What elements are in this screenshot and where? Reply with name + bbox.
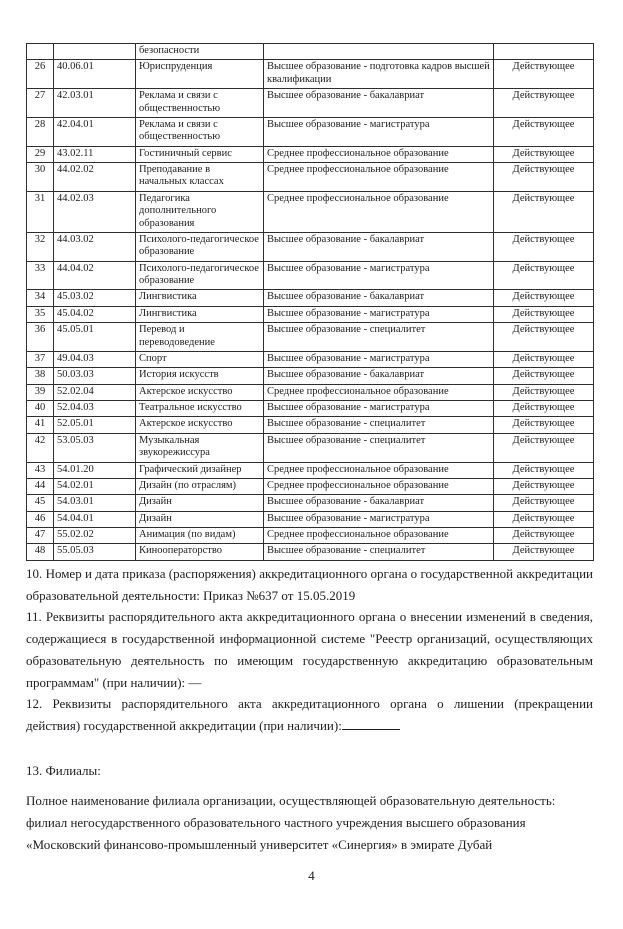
table-row [27, 511, 594, 527]
program-name-cell: Дизайн (по отраслям) [136, 478, 264, 494]
education-level-cell: Высшее образование - магистратура [264, 401, 494, 417]
education-level-cell: Среднее профессиональное образование [264, 163, 494, 192]
table-row [27, 417, 594, 433]
table-row [27, 306, 594, 322]
program-name-cell: Актерское искусство [136, 384, 264, 400]
row-number-cell: 45 [27, 495, 54, 511]
program-name-cell: Преподавание в начальных классах [136, 163, 264, 192]
status-cell: Действующее [494, 462, 594, 478]
program-code-cell: 50.03.03 [54, 368, 136, 384]
status-cell: Действующее [494, 368, 594, 384]
program-name-cell: Гостиничный сервис [136, 146, 264, 162]
program-code-cell: 54.03.01 [54, 495, 136, 511]
row-number-cell: 28 [27, 117, 54, 146]
program-code-cell: 40.06.01 [54, 60, 136, 89]
program-code-cell: 54.04.01 [54, 511, 136, 527]
program-code-cell: 49.04.03 [54, 351, 136, 367]
program-name-cell: безопасности [136, 44, 264, 60]
status-cell: Действующее [494, 511, 594, 527]
table-row [27, 401, 594, 417]
status-cell: Действующее [494, 117, 594, 146]
row-number-cell: 46 [27, 511, 54, 527]
program-code-cell: 44.04.02 [54, 261, 136, 290]
table-row [27, 323, 594, 352]
row-number-cell: 42 [27, 433, 54, 462]
education-level-cell: Среднее профессиональное образование [264, 146, 494, 162]
table-row [27, 528, 594, 544]
program-code-cell: 55.02.02 [54, 528, 136, 544]
education-level-cell: Высшее образование - специалитет [264, 544, 494, 560]
status-cell: Действующее [494, 401, 594, 417]
education-level-cell: Высшее образование - бакалавриат [264, 89, 494, 118]
row-number-cell: 31 [27, 191, 54, 232]
status-cell: Действующее [494, 60, 594, 89]
row-number-cell: 26 [27, 60, 54, 89]
status-cell: Действующее [494, 433, 594, 462]
status-cell: Действующее [494, 495, 594, 511]
row-number-cell: 34 [27, 290, 54, 306]
education-level-cell: Высшее образование - бакалавриат [264, 290, 494, 306]
program-name-cell: Кинооператорство [136, 544, 264, 560]
accredited-programs-table [26, 43, 594, 561]
program-name-cell: Психолого-педагогическое образование [136, 261, 264, 290]
program-name-cell: Лингвистика [136, 306, 264, 322]
table-row [27, 60, 594, 89]
paragraph-branch-full-name: Полное наименование филиала организации, осуществляющей образовательную деятельность: филиал негосударственного образовательного частного учреждения высшего образования «Московский финансово-промышленный университет «Синергия» в эмирате Дубай [26, 793, 556, 852]
table-row [27, 89, 594, 118]
paragraph-change-requisites: 11. Реквизиты распорядительного акта аккредитационного органа о внесении изменений в сведения, содержащиеся в государственной информационной системе "Реестр организаций, осуществляющих образовательную деятельность по имеющим государственную аккредитацию образовательным программам" (при наличии): — [26, 609, 593, 690]
program-code-cell: 45.04.02 [54, 306, 136, 322]
row-number-cell: 48 [27, 544, 54, 560]
program-code-cell: 44.02.03 [54, 191, 136, 232]
education-level-cell: Среднее профессиональное образование [264, 478, 494, 494]
program-name-cell: Музыкальная звукорежиссура [136, 433, 264, 462]
program-name-cell: Лингвистика [136, 290, 264, 306]
table-row [27, 232, 594, 261]
program-name-cell: Графический дизайнер [136, 462, 264, 478]
row-number-cell: 27 [27, 89, 54, 118]
status-cell: Действующее [494, 191, 594, 232]
row-number-cell: 47 [27, 528, 54, 544]
education-level-cell: Высшее образование - магистратура [264, 306, 494, 322]
program-name-cell: Перевод и переводоведение [136, 323, 264, 352]
status-cell: Действующее [494, 544, 594, 560]
table-row [27, 261, 594, 290]
program-name-cell: Реклама и связи с общественностью [136, 117, 264, 146]
status-cell: Действующее [494, 528, 594, 544]
status-cell: Действующее [494, 290, 594, 306]
program-code-cell: 55.05.03 [54, 544, 136, 560]
program-code-cell: 43.02.11 [54, 146, 136, 162]
document-text-block [26, 563, 593, 855]
status-cell: Действующее [494, 351, 594, 367]
row-number-cell: 40 [27, 401, 54, 417]
status-cell: Действующее [494, 323, 594, 352]
table-row [27, 544, 594, 560]
education-level-cell: Среднее профессиональное образование [264, 384, 494, 400]
program-name-cell: Театральное искусство [136, 401, 264, 417]
table-row [27, 351, 594, 367]
education-level-cell [264, 44, 494, 60]
program-code-cell: 52.04.03 [54, 401, 136, 417]
program-name-cell: Актерское искусство [136, 417, 264, 433]
program-name-cell: Педагогика дополнительного образования [136, 191, 264, 232]
accredited-programs-table-body [27, 44, 594, 561]
status-cell: Действующее [494, 232, 594, 261]
table-row [27, 433, 594, 462]
table-row [27, 117, 594, 146]
row-number-cell: 32 [27, 232, 54, 261]
row-number-cell: 38 [27, 368, 54, 384]
education-level-cell: Высшее образование - бакалавриат [264, 232, 494, 261]
row-number-cell [27, 44, 54, 60]
row-number-cell: 41 [27, 417, 54, 433]
program-code-cell: 52.02.04 [54, 384, 136, 400]
education-level-cell: Высшее образование - специалитет [264, 323, 494, 352]
education-level-cell: Среднее профессиональное образование [264, 462, 494, 478]
program-code-cell: 44.03.02 [54, 232, 136, 261]
education-level-cell: Высшее образование - магистратура [264, 117, 494, 146]
education-level-cell: Высшее образование - магистратура [264, 511, 494, 527]
row-number-cell: 36 [27, 323, 54, 352]
status-cell: Действующее [494, 384, 594, 400]
status-cell: Действующее [494, 89, 594, 118]
paragraph-order-number-date: 10. Номер и дата приказа (распоряжения) аккредитационного органа о государственной аккредитации образовательной деятельности: Приказ №637 от 15.05.2019 [26, 566, 593, 603]
education-level-cell: Высшее образование - подготовка кадров высшей квалификации [264, 60, 494, 89]
education-level-cell: Высшее образование - магистратура [264, 351, 494, 367]
status-cell: Действующее [494, 163, 594, 192]
paragraph-branches-heading: 13. Филиалы: [26, 762, 101, 778]
row-number-cell: 35 [27, 306, 54, 322]
paragraph-revocation-requisites-text: 12. Реквизиты распорядительного акта аккредитационного органа о лишении (прекращении действия) государственной аккредитации (при наличии): [26, 696, 593, 733]
program-code-cell: 53.05.03 [54, 433, 136, 462]
row-number-cell: 29 [27, 146, 54, 162]
program-name-cell: История искусств [136, 368, 264, 384]
table-row [27, 384, 594, 400]
program-code-cell: 44.02.02 [54, 163, 136, 192]
program-code-cell [54, 44, 136, 60]
row-number-cell: 44 [27, 478, 54, 494]
status-cell: Действующее [494, 146, 594, 162]
program-name-cell: Психолого-педагогическое образование [136, 232, 264, 261]
paragraph-revocation-requisites [26, 693, 593, 736]
table-row [27, 163, 594, 192]
table-row [27, 478, 594, 494]
table-row [27, 290, 594, 306]
program-name-cell: Дизайн [136, 495, 264, 511]
row-number-cell: 33 [27, 261, 54, 290]
education-level-cell: Высшее образование - магистратура [264, 261, 494, 290]
program-code-cell: 42.04.01 [54, 117, 136, 146]
program-code-cell: 45.05.01 [54, 323, 136, 352]
table-row [27, 191, 594, 232]
status-cell: Действующее [494, 306, 594, 322]
education-level-cell: Высшее образование - бакалавриат [264, 368, 494, 384]
education-level-cell: Среднее профессиональное образование [264, 528, 494, 544]
status-cell: Действующее [494, 261, 594, 290]
table-row [27, 462, 594, 478]
program-code-cell: 42.03.01 [54, 89, 136, 118]
education-level-cell: Высшее образование - специалитет [264, 433, 494, 462]
table-row [27, 44, 594, 60]
row-number-cell: 37 [27, 351, 54, 367]
program-name-cell: Спорт [136, 351, 264, 367]
education-level-cell: Высшее образование - специалитет [264, 417, 494, 433]
program-name-cell: Дизайн [136, 511, 264, 527]
status-cell: Действующее [494, 478, 594, 494]
table-row [27, 495, 594, 511]
program-code-cell: 54.01.20 [54, 462, 136, 478]
table-row [27, 146, 594, 162]
status-cell [494, 44, 594, 60]
page-number: 4 [308, 868, 315, 883]
table-row [27, 368, 594, 384]
program-code-cell: 52.05.01 [54, 417, 136, 433]
status-cell: Действующее [494, 417, 594, 433]
education-level-cell: Среднее профессиональное образование [264, 191, 494, 232]
program-code-cell: 45.03.02 [54, 290, 136, 306]
program-code-cell: 54.02.01 [54, 478, 136, 494]
blank-underline [342, 718, 400, 730]
row-number-cell: 43 [27, 462, 54, 478]
education-level-cell: Высшее образование - бакалавриат [264, 495, 494, 511]
program-name-cell: Анимация (по видам) [136, 528, 264, 544]
program-name-cell: Реклама и связи с общественностью [136, 89, 264, 118]
row-number-cell: 30 [27, 163, 54, 192]
row-number-cell: 39 [27, 384, 54, 400]
program-name-cell: Юриспруденция [136, 60, 264, 89]
